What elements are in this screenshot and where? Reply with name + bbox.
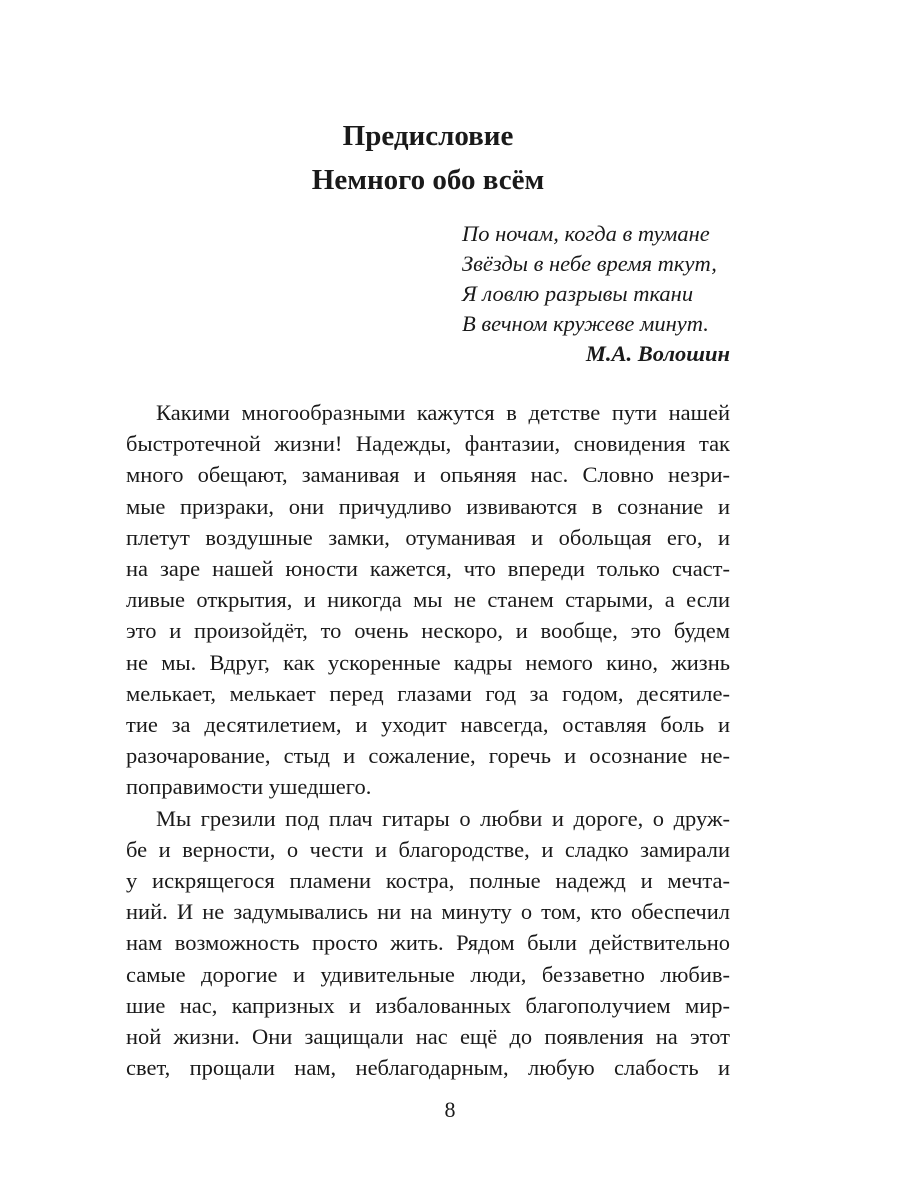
text-line: ной жизни. Они защищали нас ещё до появления на этот bbox=[126, 1024, 730, 1050]
text-line: у искрящегося пламени костра, полные надежд и мечта- bbox=[126, 868, 730, 894]
epigraph-line: В вечном кружеве минут. bbox=[462, 311, 709, 336]
text-line: Какими многообразными кажутся в детстве пути нашей bbox=[156, 400, 730, 425]
text-line: самые дорогие и удивительные люди, беззаветно любив- bbox=[126, 961, 730, 987]
text-line: плетут воздушные замки, отуманивая и обольщая его, и bbox=[126, 524, 730, 550]
text-line: быстротечной жизни! Надежды, фантазии, сновидения так bbox=[126, 431, 730, 457]
epigraph-line: Звёзды в небе время ткут, bbox=[462, 251, 717, 276]
epigraph bbox=[462, 219, 730, 369]
epigraph-author: М.А. Волошин bbox=[585, 341, 730, 366]
chapter-title: Предисловие bbox=[342, 120, 514, 152]
text-line: мые призраки, они причудливо извиваются в сознание и bbox=[126, 493, 730, 519]
text-line: много обещают, заманивая и опьяняя нас. Словно незри- bbox=[126, 462, 730, 488]
text-line: бе и верности, о чести и благородстве, и сладко замирали bbox=[126, 836, 730, 862]
paragraph-1 bbox=[126, 397, 730, 803]
paragraph-2 bbox=[126, 803, 730, 1084]
text-line: шие нас, капризных и избалованных благополучием мир- bbox=[126, 992, 730, 1018]
text-line: нам возможность просто жить. Рядом были действительно bbox=[126, 930, 730, 956]
text-line: разочарование, стыд и сожаление, горечь и осознание не- bbox=[126, 743, 730, 769]
chapter-heading bbox=[126, 114, 730, 202]
epigraph-line: Я ловлю разрывы ткани bbox=[462, 281, 694, 306]
text-line: ний. И не задумывались ни на минуту о том, кто обеспечил bbox=[126, 899, 730, 925]
text-line: не мы. Вдруг, как ускоренные кадры немого кино, жизнь bbox=[126, 649, 730, 675]
text-line: это и произойдёт, то очень нескоро, и вообще, это будем bbox=[126, 618, 730, 644]
body-text bbox=[126, 397, 730, 1083]
epigraph-line: По ночам, когда в тумане bbox=[462, 221, 710, 246]
text-line: свет, прощали нам, неблагодарным, любую слабость и bbox=[126, 1055, 730, 1081]
text-line: Мы грезили под плач гитары о любви и дороге, о друж- bbox=[156, 805, 730, 831]
text-line: на заре нашей юности кажется, что впереди только счаст- bbox=[126, 556, 730, 582]
text-line: мелькает, мелькает перед глазами год за годом, десятиле- bbox=[126, 680, 730, 706]
chapter-subtitle: Немного обо всём bbox=[311, 164, 545, 196]
text-line: тие за десятилетием, и уходит навсегда, оставляя боль и bbox=[126, 712, 730, 738]
text-line: поправимости ушедшего. bbox=[126, 774, 372, 800]
page-number: 8 bbox=[444, 1097, 456, 1122]
text-line: ливые открытия, и никогда мы не станем старыми, а если bbox=[126, 587, 730, 613]
